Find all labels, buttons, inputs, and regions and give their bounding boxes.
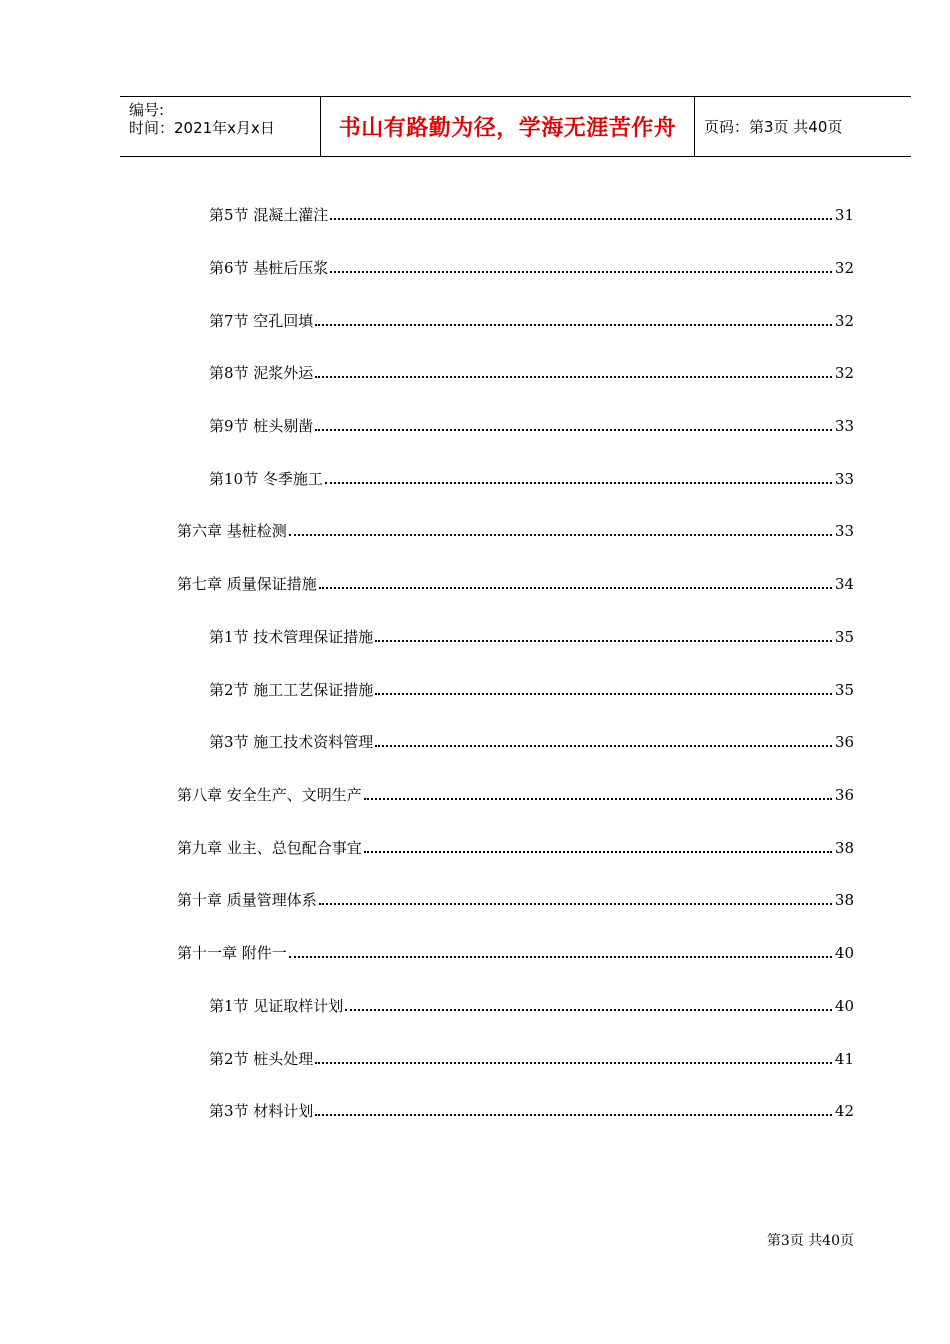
toc-dot-leader	[315, 376, 832, 378]
toc-entry[interactable]	[177, 573, 854, 595]
toc-entry-page: 32	[834, 259, 854, 277]
toc-entry[interactable]	[209, 415, 854, 437]
toc-entry[interactable]	[177, 520, 854, 542]
toc-entry[interactable]	[209, 1100, 854, 1122]
toc-entry-page: 42	[834, 1102, 854, 1120]
toc-dot-leader	[319, 903, 832, 905]
toc-entry[interactable]	[177, 942, 854, 964]
toc-entry-page: 33	[834, 417, 854, 435]
toc-entry-label: 第10节 冬季施工	[209, 470, 323, 488]
document-time-label: 时间：2021年x月x日	[129, 119, 275, 137]
toc-entry-label: 第7节 空孔回填	[209, 312, 314, 330]
toc-entry-page: 38	[834, 891, 854, 909]
toc-dot-leader	[289, 956, 832, 958]
toc-entry-label: 第十章 质量管理体系	[177, 891, 317, 909]
toc-entry-page: 35	[834, 628, 854, 646]
toc-dot-leader	[364, 851, 832, 853]
toc-dot-leader	[289, 534, 832, 536]
toc-entry-page: 40	[834, 944, 854, 962]
toc-entry[interactable]	[209, 310, 854, 332]
document-number-label: 编号:	[129, 101, 165, 119]
toc-entry[interactable]	[177, 889, 854, 911]
toc-dot-leader	[325, 482, 832, 484]
toc-dot-leader	[330, 218, 832, 220]
toc-entry-label: 第6节 基桩后压浆	[209, 259, 329, 277]
toc-entry-page: 35	[834, 681, 854, 699]
toc-dot-leader	[315, 324, 832, 326]
toc-entry[interactable]	[177, 784, 854, 806]
toc-entry-page: 38	[834, 839, 854, 857]
page-footer: 第3页 共40页	[766, 1233, 854, 1249]
toc-entry-label: 第十一章 附件一	[177, 944, 287, 962]
toc-entry[interactable]	[209, 995, 854, 1017]
toc-dot-leader	[375, 640, 832, 642]
toc-entry-page: 36	[834, 733, 854, 751]
toc-entry-label: 第5节 混凝土灌注	[209, 206, 329, 224]
toc-dot-leader	[315, 1062, 832, 1064]
toc-entry-label: 第3节 施工技术资料管理	[209, 733, 374, 751]
toc-dot-leader	[375, 745, 832, 747]
toc-entry-page: 40	[834, 997, 854, 1015]
toc-entry[interactable]	[209, 362, 854, 384]
toc-dot-leader	[319, 587, 832, 589]
toc-entry[interactable]	[209, 1048, 854, 1070]
toc-entry-label: 第2节 施工工艺保证措施	[209, 681, 374, 699]
toc-entry[interactable]	[177, 837, 854, 859]
toc-entry-label: 第3节 材料计划	[209, 1102, 314, 1120]
toc-entry-label: 第2节 桩头处理	[209, 1050, 314, 1068]
toc-entry-label: 第六章 基桩检测	[177, 522, 287, 540]
toc-entry-page: 34	[834, 575, 854, 593]
toc-dot-leader	[330, 271, 832, 273]
toc-entry-page: 33	[834, 470, 854, 488]
toc-entry[interactable]	[209, 679, 854, 701]
toc-entry-label: 第八章 安全生产、文明生产	[177, 786, 362, 804]
toc-entry-label: 第8节 泥浆外运	[209, 364, 314, 382]
toc-entry[interactable]	[209, 257, 854, 279]
toc-entry[interactable]	[209, 731, 854, 753]
toc-entry-page: 33	[834, 522, 854, 540]
toc-dot-leader	[364, 798, 832, 800]
toc-entry[interactable]	[209, 204, 854, 226]
toc-entry-page: 41	[834, 1050, 854, 1068]
toc-entry-page: 36	[834, 786, 854, 804]
toc-entry[interactable]	[209, 626, 854, 648]
toc-entry[interactable]	[209, 468, 854, 490]
header-motto: 书山有路勤为径，学海无涯苦作舟	[321, 97, 695, 156]
toc-dot-leader	[315, 1114, 832, 1116]
toc-dot-leader	[375, 693, 832, 695]
toc-entry-label: 第1节 见证取样计划	[209, 997, 344, 1015]
header-page-number: 页码：第3页 共40页	[704, 118, 843, 136]
toc-dot-leader	[345, 1009, 832, 1011]
toc-dot-leader	[315, 429, 832, 431]
toc-entry-page: 32	[834, 312, 854, 330]
toc-entry-label: 第九章 业主、总包配合事宜	[177, 839, 362, 857]
toc-entry-page: 31	[834, 206, 854, 224]
toc-entry-label: 第1节 技术管理保证措施	[209, 628, 374, 646]
toc-entry-label: 第9节 桩头剔凿	[209, 417, 314, 435]
toc-entry-page: 32	[834, 364, 854, 382]
toc-entry-label: 第七章 质量保证措施	[177, 575, 317, 593]
